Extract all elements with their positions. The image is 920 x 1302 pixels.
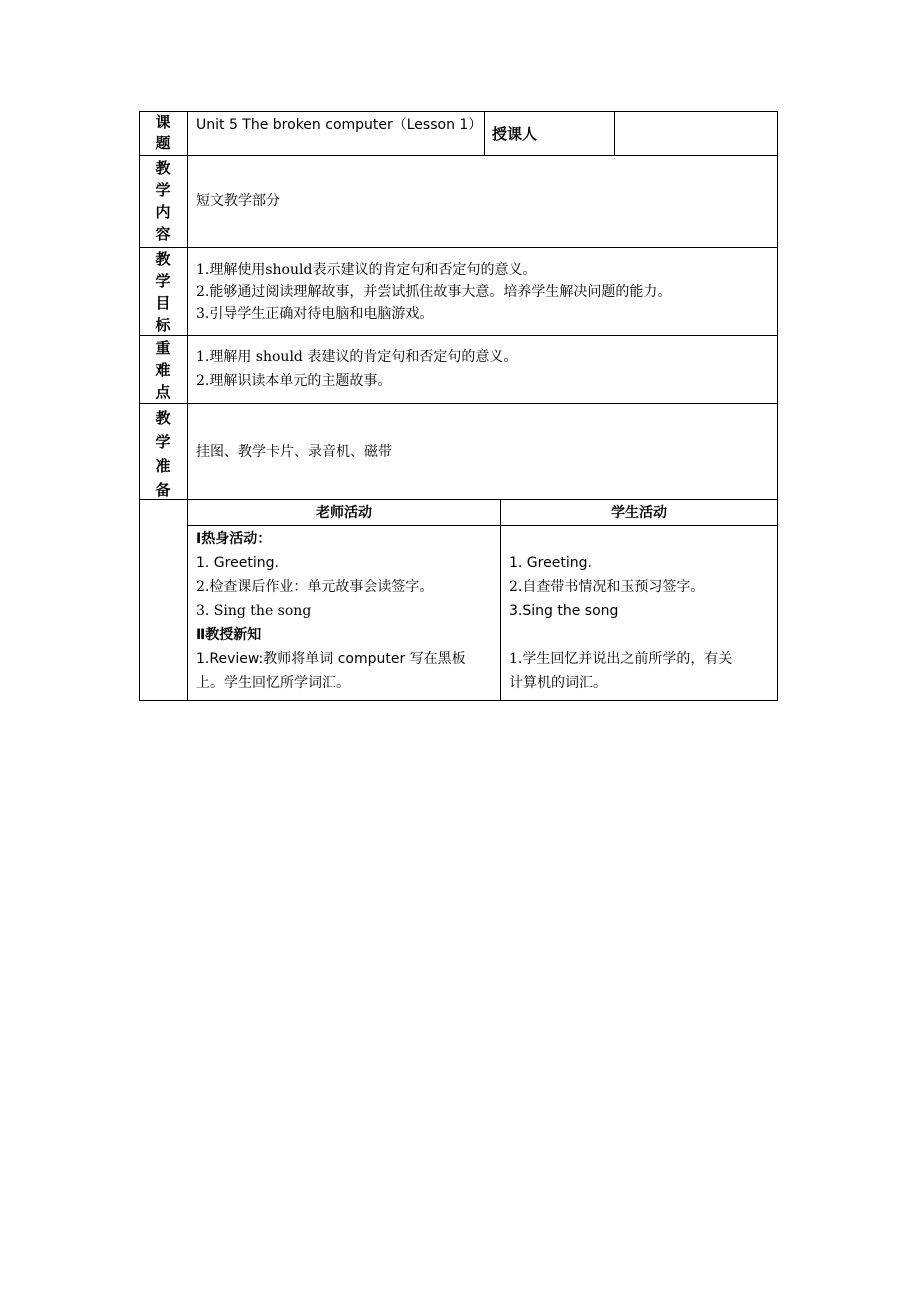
preparation-label-char: 备 bbox=[155, 481, 171, 499]
teacher-label: 授课人 bbox=[492, 125, 538, 143]
new-knowledge-section-title: Ⅱ教授新知 bbox=[196, 627, 262, 643]
student-activity-item: 2.自查带书情况和玉预习签字。 bbox=[509, 579, 705, 595]
objective-item: 1.理解使用should表示建议的肯定句和否定句的意义。 bbox=[196, 262, 537, 278]
objectives-label-char: 目 bbox=[155, 294, 171, 312]
objectives-label-char: 标 bbox=[155, 316, 171, 334]
teacher-review-line: 上。学生回忆所学词汇。 bbox=[196, 675, 350, 691]
teacher-activity-item: 3. Sing the song bbox=[196, 603, 312, 619]
objectives-label-char: 教 bbox=[155, 250, 171, 268]
title-label-char: 题 bbox=[155, 134, 171, 152]
key-point-item: 1.理解用 should 表建议的肯定句和否定句的意义。 bbox=[196, 349, 518, 365]
key-points-label-char: 难 bbox=[155, 361, 171, 379]
content-text: 短文教学部分 bbox=[196, 193, 280, 209]
preparation-label-char: 学 bbox=[155, 433, 171, 451]
content-label-char: 容 bbox=[155, 225, 171, 243]
student-review-line: 计算机的词汇。 bbox=[509, 675, 607, 691]
student-activities-header: 学生活动 bbox=[611, 505, 667, 521]
student-review-line: 1.学生回忆并说出之前所学的，有关 bbox=[509, 651, 733, 667]
lesson-title: Unit 5 The broken computer（Lesson 1） bbox=[196, 117, 483, 133]
warmup-section-title: Ⅰ热身活动： bbox=[196, 531, 272, 547]
title-label-char: 课 bbox=[155, 113, 171, 131]
student-activity-item: 3.Sing the song bbox=[509, 603, 619, 619]
title-label bbox=[139, 112, 187, 154]
key-point-item: 2.理解识读本单元的主题故事。 bbox=[196, 373, 392, 389]
content-label-char: 内 bbox=[155, 203, 171, 221]
preparation-label-char: 准 bbox=[155, 457, 171, 475]
teacher-activity-item: 2.检查课后作业：单元故事会读签字。 bbox=[196, 579, 434, 595]
key-points-label-char: 点 bbox=[155, 383, 171, 401]
objectives-label bbox=[139, 248, 187, 336]
objective-item: 2.能够通过阅读理解故事，并尝试抓住故事大意。培养学生解决问题的能力。 bbox=[196, 284, 672, 300]
objective-item: 3.引导学生正确对待电脑和电脑游戏。 bbox=[196, 306, 434, 322]
preparation-label bbox=[139, 406, 187, 502]
content-label-char: 学 bbox=[155, 181, 171, 199]
content-label bbox=[139, 157, 187, 245]
teacher-activity-item: 1. Greeting. bbox=[196, 555, 279, 571]
key-points-label-char: 重 bbox=[155, 339, 171, 357]
preparation-label-char: 教 bbox=[155, 409, 171, 427]
teacher-review-line: 1.Review:教师将单词 computer 写在黑板 bbox=[196, 651, 466, 667]
content-label-char: 教 bbox=[155, 159, 171, 177]
objectives-label-char: 学 bbox=[155, 272, 171, 290]
key-points-label bbox=[139, 337, 187, 403]
student-activity-item: 1. Greeting. bbox=[509, 555, 592, 571]
preparation-text: 挂图、教学卡片、录音机、磁带 bbox=[196, 444, 392, 460]
teacher-activities-header: 老师活动 bbox=[316, 505, 372, 521]
